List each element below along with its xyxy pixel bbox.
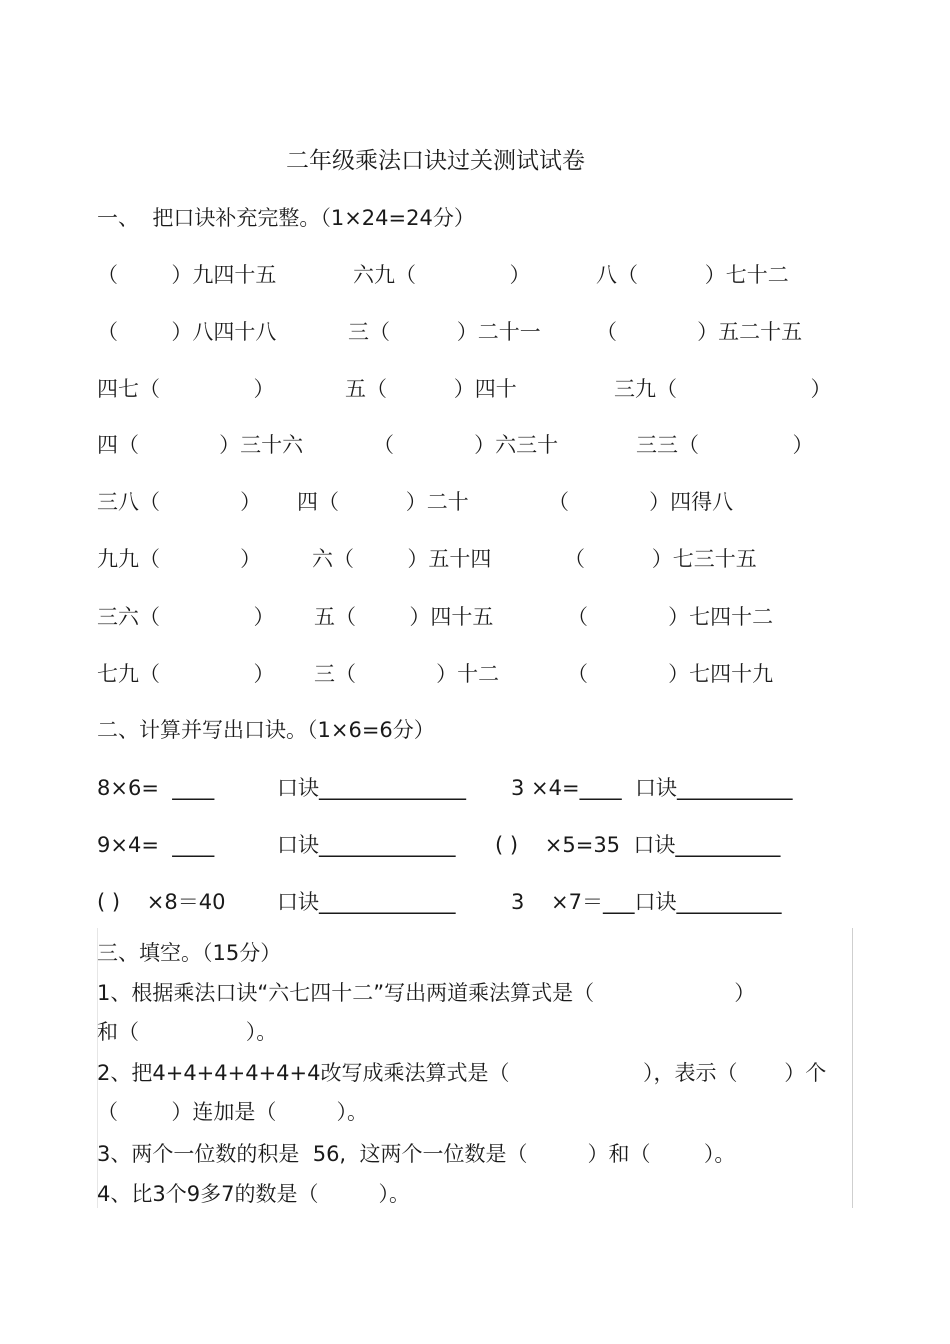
section3-heading: 三、填空。（15分）: [97, 941, 282, 965]
s1-row8-col2: 三（ ）十二: [314, 662, 500, 686]
s1-row5-col1: 三八（ ）: [97, 490, 262, 514]
s2-row1-col2: 口诀______________: [277, 776, 466, 800]
s1-row6-col3: （ ）七三十五: [564, 547, 757, 571]
s1-row4-col2: （ ）六三十: [373, 433, 559, 457]
s2-row2-col1: 9×4= ____: [97, 833, 215, 857]
s1-row3-col3: 三九（ ）: [614, 377, 832, 401]
s2-row3-col1: ( ) ×8＝40: [97, 890, 226, 914]
s1-row5-col3: （ ）四得八: [548, 490, 734, 514]
s3-line4: （ ）连加是（ ）。: [97, 1100, 368, 1124]
s1-row6-col2: 六（ ）五十四: [312, 547, 492, 571]
s2-row1-col3: 3 ×4=____ 口诀___________: [511, 776, 793, 800]
section2-heading: 二、计算并写出口诀。（1×6=6分）: [97, 718, 435, 742]
s1-row3-col1: 四七（ ）: [97, 377, 275, 401]
s1-row4-col1: 四（ ）三十六: [97, 433, 304, 457]
s1-row2-col3: （ ）五二十五: [596, 320, 803, 344]
s1-row8-col1: 七九（ ）: [97, 662, 275, 686]
s2-row3-col2: 口诀_____________: [277, 890, 456, 914]
s1-row2-col1: （ ）八四十八: [97, 320, 277, 344]
s2-row2-col2: 口诀_____________: [277, 833, 456, 857]
s3-line5: 3、两个一位数的积是 56, 这两个一位数是（ ）和（ ）。: [97, 1142, 736, 1166]
section1-heading: 一、 把口诀补充完整。（1×24=24分）: [97, 206, 475, 230]
s1-row6-col1: 九九（ ）: [97, 547, 262, 571]
s1-row2-col2: 三（ ）二十一: [348, 320, 541, 344]
s3-line6: 4、比3个9多7的数是（ ）。: [97, 1182, 411, 1206]
s1-row4-col3: 三三（ ）: [636, 433, 814, 457]
right-border-line: [852, 928, 853, 1208]
s3-line2: 和（ ）。: [97, 1020, 278, 1044]
s2-row1-col1: 8×6= ____: [97, 776, 215, 800]
s1-row8-col3: （ ）七四十九: [567, 662, 774, 686]
s1-row7-col2: 五（ ）四十五: [314, 605, 494, 629]
s1-row3-col2: 五（ ）四十: [345, 377, 517, 401]
s3-line3: 2、把4+4+4+4+4+4改写成乘法算式是（ ），表示（ ）个: [97, 1061, 827, 1085]
s1-row1-col2: 六九（ ）: [353, 263, 531, 287]
s1-row1-col1: （ ）九四十五: [97, 263, 277, 287]
s1-row5-col2: 四（ ）二十: [297, 490, 469, 514]
page-title: 二年级乘法口诀过关测试试卷: [286, 148, 585, 174]
s1-row1-col3: 八（ ）七十二: [596, 263, 789, 287]
s2-row3-col3: 3 ×7＝___口诀__________: [511, 890, 782, 914]
s2-row2-col3: ( ) ×5=35 口诀__________: [495, 833, 781, 857]
s1-row7-col1: 三六（ ）: [97, 605, 275, 629]
s1-row7-col3: （ ）七四十二: [567, 605, 774, 629]
s3-line1: 1、根据乘法口诀“六七四十二”写出两道乘法算式是（ ）: [97, 981, 756, 1005]
